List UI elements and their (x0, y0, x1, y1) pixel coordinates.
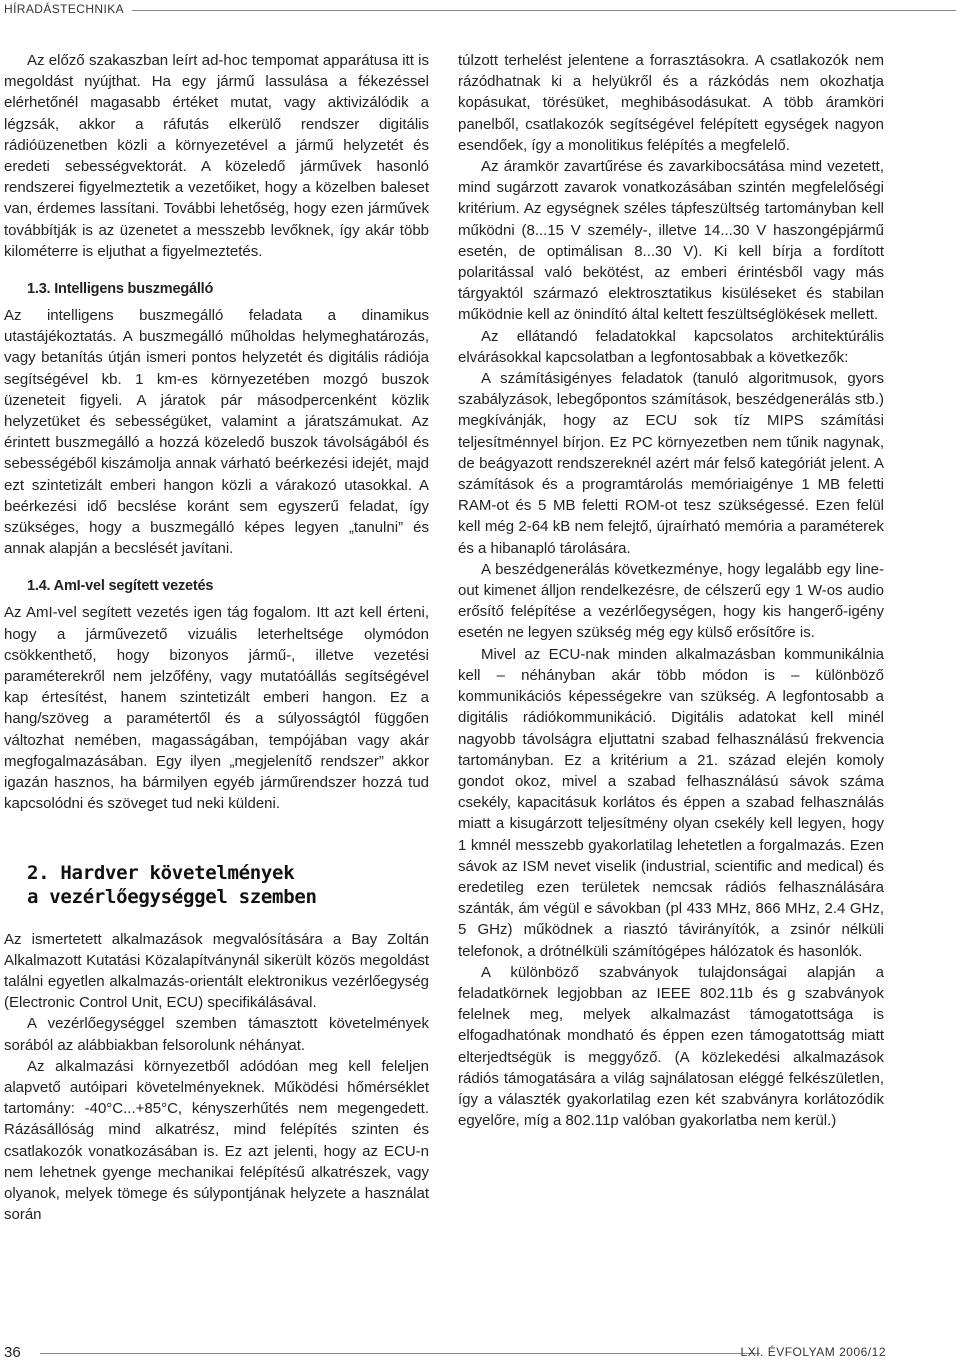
footer-rule (40, 1353, 760, 1354)
right-column (458, 50, 884, 1131)
paragraph: Mivel az ECU-nak minden alkalmazásban kommunikálnia kell – néhányban akár több módon is – különböző kommunikációs képességekre van szükség. A legfontosabb a digitális rádiókommunikáció. Digitális adatokat kell minél nagyobb távolságra eljuttatni szabad felhasználású frekvencia tartományban. Ez a kritérium a 21. század elején komoly gondot okoz, mivel a szabad felhasználású sávok száma csekély, kapacitásuk korlátos és éppen a szabad felhasználás miatt a kisugárzott teljesítmény olyan csekély kell legyen, hogy 1 kmnél messzebb gyakorlatilag lehetetlen a forgalmazás. Ezen sávok az ISM nevet viselik (industrial, scientific and medical) és eredetileg ezen területek nemcsak rádiós felhasználására szánták, ám végül e sávokban (pl 433 MHz, 866 MHz, 2.4 GHz, 5 GHz) működnek a riasztó távirányítók, a zsinór nélküli telefonok, a drótnélküli számítógépes hálózatok és hasonlók. (458, 645, 884, 960)
left-column (4, 50, 429, 1225)
paragraph: Az ellátandó feladatokkal kapcsolatos architektúrális elvárásokkal kapcsolatban a legfontosabbak a következők: (458, 327, 884, 366)
paragraph: Az áramkör zavartűrése és zavarkibocsátása mind vezetett, mind sugárzott zavarok vonatkozásában szintén megfelelőségi kritérium. Az egységnek széles tápfeszültség tartományban kell működni (8...15 V személy-, illetve 14...30 V haszongépjármű esetén, de optimálisan 8...30 V). Ki kell bírja a fordított polaritással való bekötést, az emberi érintésből vagy más tárgyaktól származó elektrosztatikus kisüléseket és stabilan működnie kell az önindító által keltett feszültséglökések mellett. (458, 158, 884, 324)
section-heading-1-3: 1.3. Intelligens buszmegálló (27, 281, 214, 298)
paragraph: A számításigényes feladatok (tanuló algoritmusok, gyors szabályzások, lebegőpontos számítások, beszédgenerálás stb.) megkívánják, hogy az ECU sok tíz MIPS számítási teljesítménnyel bírjon. Ez PC környezetben nem tűnik nagynak, de beágyazott rendszereknél azért már felső kategóriát jelent. A számítások és a programtárolás memóriaigénye 1 MB feletti RAM-ot és 5 MB feletti ROM-ot tesz szükségessé. Ezen felül kell még 2-64 kB nem felejtő, újraírható memória a paraméterek és a hibanapló tárolására. (458, 370, 884, 557)
chapter-heading-line-1: 2. Hardver követelmények (27, 861, 295, 884)
paragraph: Az előző szakaszban leírt ad-hoc tempomat apparátusa itt is megoldást nyújthat. Ha egy jármű lassulása a fékezéssel elérhetőnél magasabb értéket mutat, vagy aktivizálódik a légzsák, akkor a ráfutás elkerülő rendszer digitális rádióüzenetben közli a környezetével a jármű helyzetét és eredeti sebességvektorát. A közeledő járművek hasonló rendszerei figyelmeztetik a vezetőiket, hogy a közelben baleset van, érdemes lassítani. További lehetőség, hogy ezen járművek továbbítják is az üzenetet a messzebb levőknek, így akár több kilométerre is eljuthat a figyelmeztetés. (4, 52, 429, 260)
journal-issue: LXI. ÉVFOLYAM 2006/12 (740, 1345, 886, 1359)
paragraph: Az intelligens buszmegálló feladata a dinamikus utastájékoztatás. A buszmegálló műholdas helymeghatározás, vagy betanítás útján ismeri pontos helyzetét és digitális rádiója segítségével kb. 1 km-es környezetében mozgó buszok üzeneteit figyeli. A járatok pár másodpercenként közlik helyzetüket és sebességüket, valamint a járatszámukat. Az érintett buszmegálló a hozzá közeledő buszok távolságából és sebességéből kiszámolja annak várható beérkezési idejét, majd ezt szintetizált emberi hangon közli a várakozó utasokkal. A beérkezési idő becslése koránt sem egyszerű feladat, így szükséges, hogy a buszmegálló képes legyen „tanulni” és annak alapján a becslését javítani. (4, 307, 429, 558)
paragraph: túlzott terhelést jelentene a forrasztásokra. A csatlakozók nem rázódhatnak ki a helyükről és a rázkódás nem okozhatja kopásukat, törésüket, meghibásodásukat. A több áramköri panelből, csatlakozók segítségével felépített egységek nagyon esendőek, így a monolitikus felépítés a megfelelő. (458, 52, 884, 154)
paragraph: A vezérlőegységgel szemben támasztott követelmények sorából az alábbiakban felsorolunk néhányat. (4, 1015, 429, 1054)
paragraph: Az alkalmazási környezetből adódóan meg kell feleljen alapvető autóipari követelményeknek. Működési hőmérséklet tartomány: -40°C...+85°C, kényszerhűtés nem megengedett. Rázásállóság mind alkatrész, mind felépítés szinten és csatlakozók vonatkozásában is. Ez azt jelenti, hogy az ECU-n nem lehetnek gyenge mechanikai felépítésű alkatrészek, vagy olyanok, melyek tömege és súlypontjának helyzete a használat során (4, 1057, 429, 1224)
page-footer (0, 1340, 960, 1364)
paragraph: A beszédgenerálás következménye, hogy legalább egy line-out kimenet álljon rendelkezésre, de célszerű egy 1 W-os audio erősítő felépítése a vezérlőegységen, hogy kis hangerő-igény esetén ne legyen szükség még egy külső erősítőre is. (458, 560, 884, 642)
page-header (0, 0, 960, 22)
section-heading-1-4: 1.4. AmI-vel segített vezetés (27, 578, 214, 595)
page-number: 36 (4, 1344, 21, 1361)
chapter-heading-line-2: a vezérlőegységgel szemben (27, 885, 317, 908)
paragraph: Az AmI-vel segített vezetés igen tág fogalom. Itt azt kell érteni, hogy a járművezető vizuális leterheltsége olymódon csökkenthető, hogy bizonyos jármű-, illetve vezetési paraméterekről nem jelzőfény, vagy mutatóállás segítségével kap értesítést, hanem szintetizált emberi hangon. Ez a hang/szöveg a paramétertől és a súlyosságtól függően változhat nemében, magasságában, tempójában vagy akár megfogalmazásában. Egy ilyen „megjelenítő rendszer” akkor igazán hasznos, ha bármilyen egyéb járműrendszer hozzá tud kapcsolódni és szöveget tud neki küldeni. (4, 604, 429, 813)
section-label: HÍRADÁSTECHNIKA (4, 2, 125, 16)
paragraph: A különböző szabványok tulajdonságai alapján a feladatkörnek legjobban az IEEE 802.11b és g szabványok felelnek meg, melyek alkalmazást támogatottsága is elfogadhatónak mondható és éppen ezen támogatottság miatt elterjedtségük is meggyőző. (A közlekedési alkalmazások rádiós támogatására a világ sajnálatosan eléggé felkészületlen, így a választék gyakorlatilag ezen két szabványra korlátozódik egyelőre, míg a 802.11p valóban gyakorlatba nem kerül.) (458, 963, 884, 1130)
paragraph: Az ismertetett alkalmazások megvalósítására a Bay Zoltán Alkalmazott Kutatási Közalapítványnál sikerült közös megoldást találni egyetlen alkalmazás-orientált elektronikus vezérlőegység (Electronic Control Unit, ECU) specifikálásával. (4, 930, 429, 1012)
chapter-heading-2 (27, 861, 429, 909)
header-rule (132, 10, 956, 11)
